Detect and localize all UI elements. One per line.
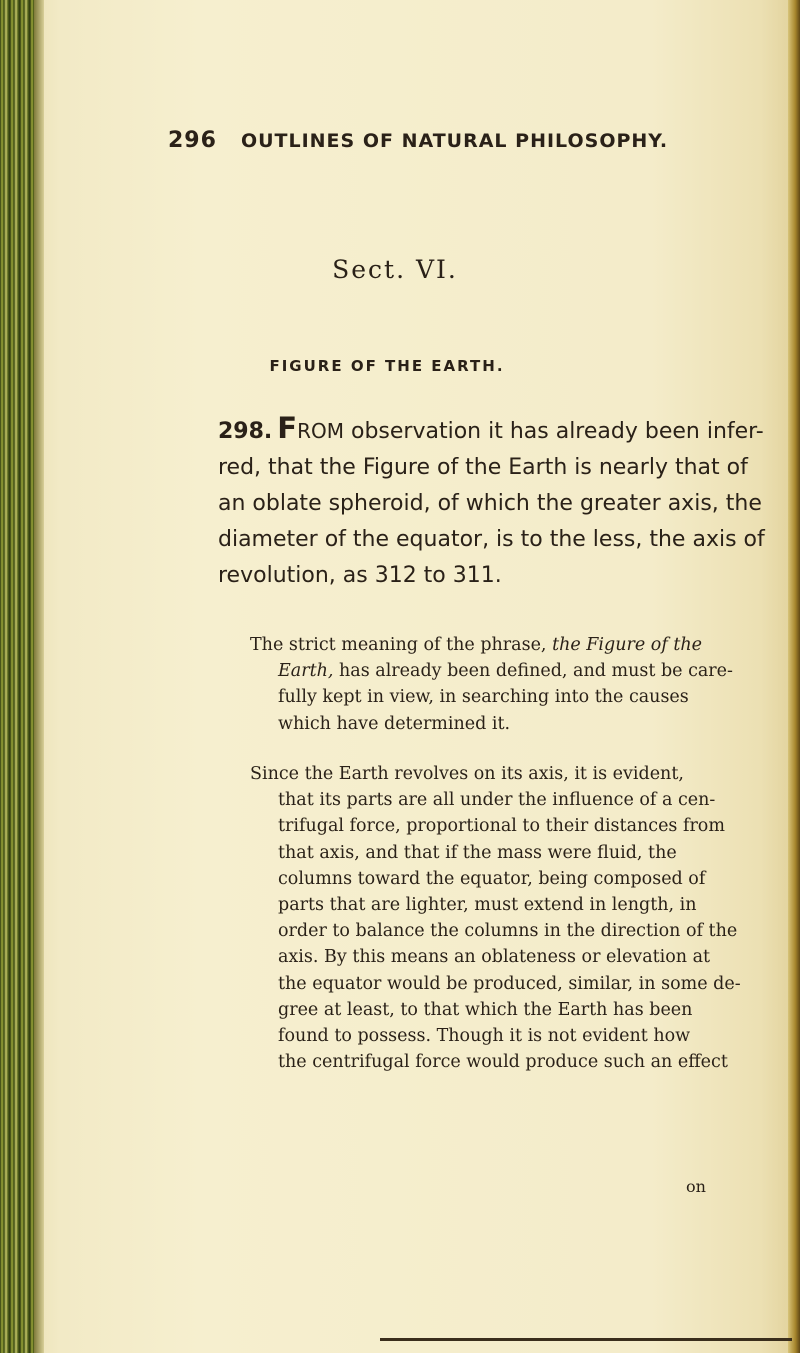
- page-number: 296: [168, 128, 217, 153]
- note-line: trifugal force, proportional to their distances from: [278, 816, 725, 837]
- paragraph-line: revolution, as 312 to 311.: [218, 563, 502, 588]
- binding-gutter: [0, 0, 34, 1353]
- drop-letter: F: [277, 411, 298, 445]
- binding-shadow: [34, 0, 44, 1353]
- note-line: Earth, has already been defined, and must be care-: [278, 661, 733, 682]
- running-title: OUTLINES OF NATURAL PHILOSOPHY.: [240, 130, 669, 152]
- note-line: which have determined it.: [278, 713, 511, 734]
- note-line: axis. By this means an oblateness or elevation at: [278, 947, 711, 968]
- note-line: Since the Earth revolves on its axis, it is evident,: [250, 764, 684, 784]
- main-paragraph: [218, 410, 765, 594]
- note-line: order to balance the columns in the direction of the: [278, 921, 738, 942]
- paragraph-line: diameter of the equator, is to the less, the axis of: [218, 527, 765, 552]
- note-line: gree at least, to that which the Earth has been: [278, 999, 693, 1020]
- note-line: columns toward the equator, being composed of: [278, 868, 706, 889]
- note-paragraph-1: [250, 632, 733, 737]
- running-head: [168, 128, 728, 153]
- page-edge: [788, 0, 800, 1353]
- note-line: the equator would be produced, similar, in some de-: [278, 973, 741, 994]
- note-paragraph-2: [250, 761, 741, 1075]
- note-line: the centrifugal force would produce such an effect: [278, 1052, 728, 1073]
- paragraph-number: 298.: [218, 419, 273, 444]
- paragraph-line: 298. FROM observation it has already been infer-: [218, 411, 764, 445]
- page-bottom-edge: [380, 1338, 792, 1341]
- note-line: parts that are lighter, must extend in length, in: [278, 895, 697, 916]
- catchword: on: [686, 1177, 706, 1196]
- note-line: fully kept in view, in searching into the causes: [278, 687, 689, 708]
- section-heading: Sect. VI.: [332, 255, 458, 284]
- note-line: that its parts are all under the influence of a cen-: [278, 790, 716, 811]
- section-subheading: FIGURE OF THE EARTH.: [269, 357, 505, 375]
- note-line: The strict meaning of the phrase, the Figure of the: [250, 635, 703, 655]
- note-line: found to possess. Though it is not evident how: [278, 1026, 691, 1047]
- paragraph-line: red, that the Figure of the Earth is nearly that of: [218, 455, 748, 480]
- note-line: that axis, and that if the mass were fluid, the: [278, 842, 677, 863]
- small-caps-text: ROM: [297, 419, 344, 443]
- paragraph-line: an oblate spheroid, of which the greater axis, the: [218, 491, 762, 516]
